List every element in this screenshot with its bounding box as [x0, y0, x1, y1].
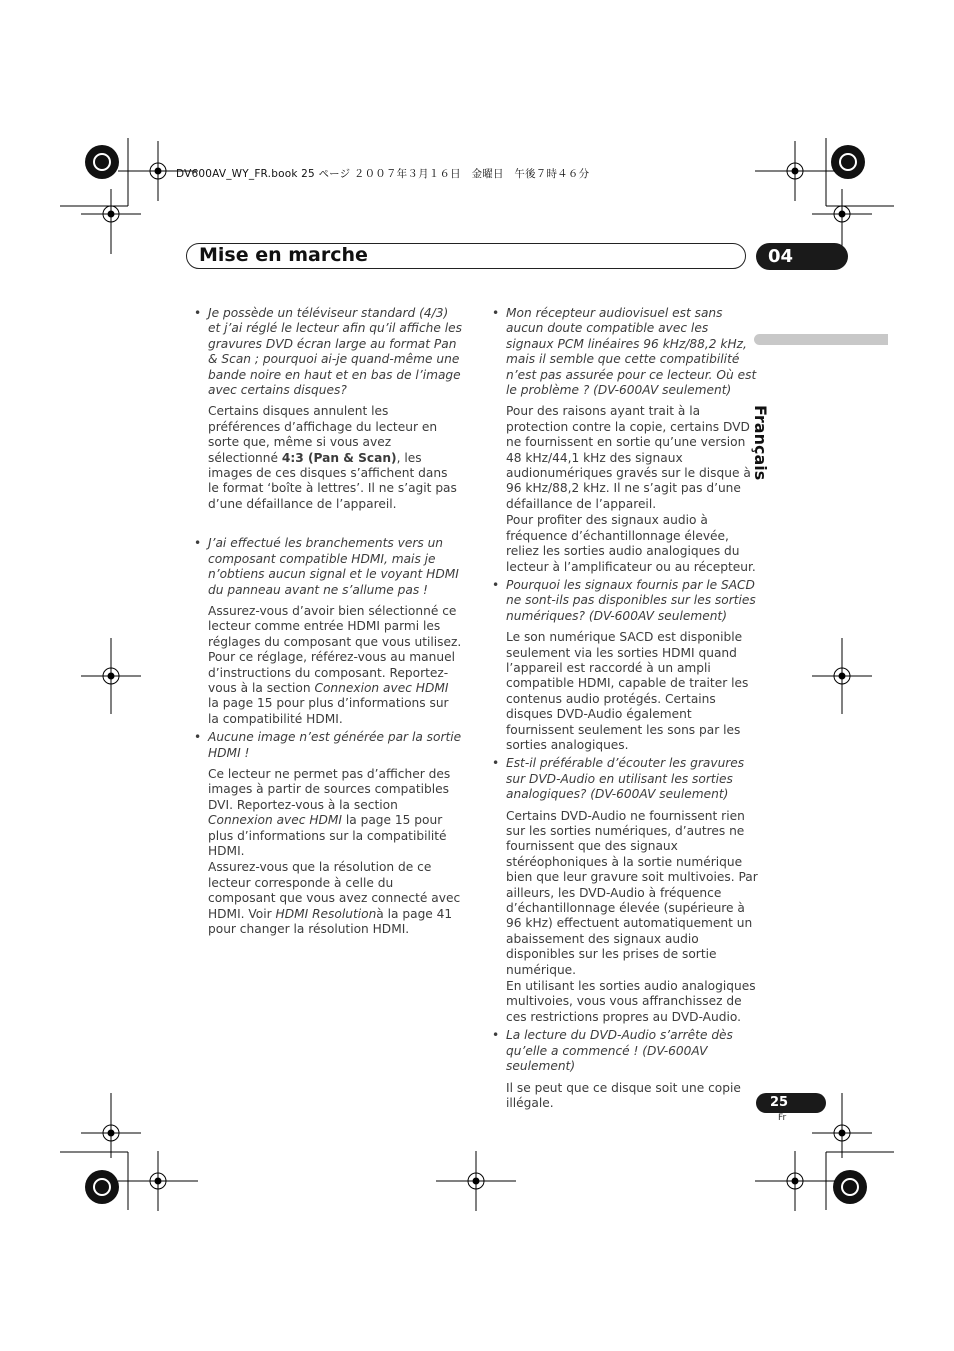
- faq-answer: Le son numérique SACD est disponible seulement via les sorties HDMI quand l’appareil est raccordé à un ampli compatible HDMI, capable de traiter les contenus audio protégés. Certains disques DVD-Audio également fournissent seulement les sons par les sorties analogiques.: [506, 630, 749, 752]
- print-info: DV600AV_WY_FR.book 25 ページ ２００７年３月１６日 金曜日 午後７時４６分: [176, 168, 590, 180]
- bullet: •: [194, 730, 202, 745]
- faq-answer: En utilisant les sorties audio analogiques multivoies, vous vous affranchissez de ces restrictions propres au DVD-Audio.: [506, 979, 756, 1024]
- page-number: 25: [756, 1093, 826, 1113]
- bullet: •: [492, 1028, 500, 1043]
- left-column: [194, 306, 462, 937]
- chapter-number: 04: [756, 243, 848, 270]
- right-column: [492, 306, 758, 1111]
- bullet: •: [194, 536, 202, 551]
- language-tab: [754, 334, 888, 345]
- bullet: •: [194, 306, 202, 320]
- faq-answer: Pour profiter des signaux audio à fréquence d’échantillonnage élevée, reliez les sorties audio analogiques du lecteur à l’amplificateur ou au récepteur.: [506, 513, 756, 574]
- faq-question: • La lecture du DVD-Audio s’arrête dès qu’elle a commencé ! (DV-600AV seulement): [492, 1028, 733, 1074]
- language-label: Français: [751, 405, 770, 481]
- faq-answer: Certains disques annulent les préférences d’affichage du lecteur en sorte que, même si vous avez sélectionné 4:3 (Pan & Scan), les images de ces disques s’affichent dans le format ‘boîte à lettres’. Il ne s’agit pas d’une défaillance de l’appareil.: [208, 404, 457, 511]
- section-title: Mise en marche: [199, 244, 368, 266]
- bullet: •: [492, 306, 500, 320]
- faq-question: • Pourquoi les signaux fournis par le SACD ne sont-ils pas disponibles sur les sorties numériques? (DV-600AV seulement): [492, 577, 756, 623]
- faq-question: • Mon récepteur audiovisuel est sans aucun doute compatible avec les signaux PCM linéaires 96 kHz/88,2 kHz, mais il semble que cette compatibilité n’est pas assurée pour ce lecteur. Où est le problème ? (DV-600AV seulement): [492, 306, 757, 398]
- bullet: •: [492, 577, 500, 592]
- page-language: Fr: [778, 1113, 787, 1123]
- faq-question: • Aucune image n’est générée par la sortie HDMI !: [194, 730, 462, 760]
- faq-answer: Assurez-vous que la résolution de ce lecteur corresponde à celle du composant que vous avez connecté avec HDMI. Voir HDMI Resolutionà la page 41 pour changer la résolution HDMI.: [208, 860, 461, 937]
- faq-question: • Est-il préférable d’écouter les gravures sur DVD-Audio en utilisant les sorties analogiques? (DV-600AV seulement): [492, 756, 745, 802]
- faq-answer: Ce lecteur ne permet pas d’afficher des images à partir de sources compatibles DVI. Reportez-vous à la section Connexion avec HDMI la page 15 pour plus d’informations sur la compatibilité HDMI.: [208, 766, 451, 858]
- faq-answer: Pour des raisons ayant trait à la protection contre la copie, certains DVD ne fournissent en sortie qu’une version 48 kHz/44,1 kHz des signaux audionumériques gravés sur le disque à 96 kHz/88,2 kHz. Il ne s’agit pas d’une défaillance de l’appareil.: [506, 404, 751, 511]
- faq-answer: Il se peut que ce disque soit une copie illégale.: [506, 1080, 741, 1110]
- faq-answer: Certains DVD-Audio ne fournissent rien sur les sorties numériques, d’autres ne fournissent que des signaux stéréophoniques à la sortie numérique bien que leur gravure soit multivoies. Par ailleurs, les DVD-Audio à fréquence d’échantillonnage élevée (supérieure à 96 kHz) effectuent automatiquement un abaissement des signaux audio disponibles sur les prises de sortie numérique.: [506, 808, 758, 977]
- faq-question: • Je possède un téléviseur standard (4/3) et j’ai réglé le lecteur afin qu’il affiche les gravures DVD écran large au format Pan & Scan ; pourquoi ai-je quand-même une bande noire en haut et en bas de l’image avec certains disques?: [194, 306, 462, 398]
- bullet: •: [492, 756, 500, 771]
- faq-question: • J’ai effectué les branchements vers un composant compatible HDMI, mais je n’obtiens aucun signal et le voyant HDMI du panneau avant ne s’allume pas !: [194, 536, 459, 597]
- faq-answer: Assurez-vous d’avoir bien sélectionné ce lecteur comme entrée HDMI parmi les réglages du composant que vous utilisez. Pour ce réglage, référez-vous au manuel d’instructions du composant. Reportez-vous à la section Connexion avec HDMI la page 15 pour plus d’informations sur la compatibilité HDMI.: [208, 603, 462, 726]
